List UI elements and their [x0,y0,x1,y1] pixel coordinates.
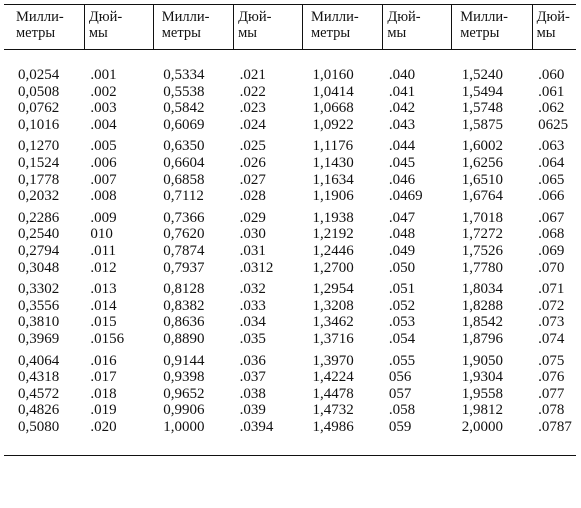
table-row [4,188,576,205]
inches-cell: .021 [239,67,266,83]
table-row [4,348,576,370]
millimeters-cell: 0,6604 [163,154,205,171]
inches-cell: .030 [239,226,266,243]
inches-cell: .024 [239,116,266,133]
inches-cell: .031 [239,242,266,259]
millimeters-cell: 1,9558 [461,385,503,402]
inches-cell: .025 [239,138,266,155]
inches-cell: .014 [90,297,117,314]
millimeters-cell: 0,8128 [163,281,205,298]
table-row [4,331,576,348]
header-millimeters: Милли- метры [4,5,84,50]
inches-cell: .046 [388,171,416,188]
inches-cell: .052 [388,297,416,314]
inches-cell: .009 [90,209,117,226]
millimeters-cell: 1,9050 [461,352,503,369]
millimeters-cell: 1,3716 [312,330,354,347]
millimeters-cell: 1,0000 [153,419,233,456]
millimeters-cell: 0,0254 [18,67,60,83]
millimeters-cell: 0,0508 [18,83,60,100]
table-body [4,50,576,456]
inches-cell: .068 [538,226,565,243]
millimeters-cell: 0,1778 [18,171,60,188]
inches-cell: .0312 [239,259,274,276]
millimeters-cell: 1,0922 [312,116,354,133]
inches-cell: .003 [90,100,117,117]
millimeters-cell: 0,2540 [18,226,60,243]
table-header-row [4,5,576,50]
millimeters-cell: 1,9812 [461,402,503,419]
millimeters-cell: 0,4826 [18,402,60,419]
inches-cell: .033 [239,297,266,314]
inches-cell: .069 [538,242,565,259]
millimeters-cell: 0,3048 [18,259,60,276]
inches-cell: .0156 [90,330,125,347]
mm-to-inch-conversion-table [4,4,576,456]
inches-cell: .065 [538,171,565,188]
inches-cell: .036 [239,352,266,369]
millimeters-cell: 0,6069 [163,116,205,133]
inches-cell: .058 [388,402,416,419]
inches-cell: .071 [538,281,565,298]
inches-cell: .043 [388,116,416,133]
inches-cell: .076 [538,369,565,386]
inches-cell: .070 [538,259,565,276]
table-row [4,117,576,134]
millimeters-cell: 1,2954 [312,281,354,298]
inches-cell: .019 [90,402,117,419]
millimeters-cell: 0,2032 [18,188,60,205]
inches-cell: 059 [383,419,452,456]
inches-cell: .027 [239,171,266,188]
millimeters-cell: 1,1634 [312,171,354,188]
inches-cell: .015 [90,314,117,331]
millimeters-cell: 0,2286 [18,209,60,226]
millimeters-cell: 0,9906 [163,402,205,419]
millimeters-cell: 1,6256 [461,154,503,171]
header-inches: Дюй- мы [84,5,153,50]
inches-cell: .006 [90,154,117,171]
inches-cell: .017 [90,369,117,386]
inches-cell: .0787 [532,419,576,456]
inches-cell: .018 [90,385,117,402]
millimeters-cell: 0,1270 [18,138,60,155]
millimeters-cell: 0,5080 [4,419,84,456]
inches-cell: .002 [90,83,117,100]
millimeters-cell: 0,6350 [163,138,205,155]
inches-cell: .012 [90,259,117,276]
inches-cell: .053 [388,314,416,331]
inches-cell: .007 [90,171,117,188]
table-row [4,243,576,260]
inches-cell: .028 [239,188,266,205]
inches-cell: .041 [388,83,416,100]
millimeters-cell: 1,9304 [461,369,503,386]
inches-cell: .047 [388,209,416,226]
inches-cell: .001 [90,67,117,83]
millimeters-cell: 1,7018 [461,209,503,226]
table-row [4,155,576,172]
inches-cell: .054 [388,330,416,347]
millimeters-cell: 0,4064 [18,352,60,369]
inches-cell: .074 [538,330,565,347]
header-inches: Дюй- мы [234,5,303,50]
inches-cell: .020 [84,419,153,456]
table-row [4,84,576,101]
millimeters-cell: 1,4986 [302,419,382,456]
table-row [4,260,576,277]
table-row [4,386,576,403]
inches-cell: .077 [538,385,565,402]
table-row [4,298,576,315]
millimeters-cell: 1,4478 [312,385,354,402]
millimeters-cell: 1,0160 [312,67,354,83]
inches-cell: .061 [538,83,565,100]
inches-cell: .062 [538,100,565,117]
inches-cell: .055 [388,352,416,369]
table-row [4,419,576,456]
header-millimeters: Милли- метры [153,5,233,50]
millimeters-cell: 0,6858 [163,171,205,188]
table-row [4,205,576,227]
inches-cell: .039 [239,402,266,419]
millimeters-cell: 1,7272 [461,226,503,243]
inches-cell: .048 [388,226,416,243]
millimeters-cell: 0,7366 [163,209,205,226]
inches-cell: .038 [239,385,266,402]
inches-cell: .037 [239,369,266,386]
inches-cell: .011 [90,242,117,259]
inches-cell: .042 [388,100,416,117]
inches-cell: .029 [239,209,266,226]
millimeters-cell: 1,8034 [461,281,503,298]
millimeters-cell: 0,5842 [163,100,205,117]
inches-cell: .032 [239,281,266,298]
millimeters-cell: 0,8890 [163,330,205,347]
table-row [4,100,576,117]
millimeters-cell: 0,8382 [163,297,205,314]
millimeters-cell: 0,7874 [163,242,205,259]
millimeters-cell: 1,8542 [461,314,503,331]
millimeters-cell: 1,4732 [312,402,354,419]
millimeters-cell: 0,3302 [18,281,60,298]
inches-cell: .013 [90,281,117,298]
millimeters-cell: 0,3969 [18,330,60,347]
millimeters-cell: 0,0762 [18,100,60,117]
inches-cell: 010 [90,226,113,243]
millimeters-cell: 1,2446 [312,242,354,259]
millimeters-cell: 1,1938 [312,209,354,226]
millimeters-cell: 2,0000 [452,419,532,456]
inches-cell: .067 [538,209,565,226]
millimeters-cell: 1,7780 [461,259,503,276]
inches-cell: .005 [90,138,117,155]
inches-cell: 0625 [538,116,569,133]
millimeters-cell: 1,6510 [461,171,503,188]
millimeters-cell: 0,9398 [163,369,205,386]
header-millimeters: Милли- метры [302,5,382,50]
millimeters-cell: 0,5334 [163,67,205,83]
millimeters-cell: 1,6002 [461,138,503,155]
inches-cell: .063 [538,138,565,155]
millimeters-cell: 0,1016 [18,116,60,133]
millimeters-cell: 1,1176 [312,138,354,155]
millimeters-cell: 1,2192 [312,226,354,243]
inches-cell: .051 [388,281,416,298]
inches-cell: .073 [538,314,565,331]
millimeters-cell: 1,6764 [461,188,503,205]
inches-cell: .0394 [234,419,303,456]
millimeters-cell: 0,3556 [18,297,60,314]
millimeters-cell: 1,3208 [312,297,354,314]
millimeters-cell: 1,5494 [461,83,503,100]
inches-cell: .045 [388,154,416,171]
inches-cell: 056 [388,369,412,386]
inches-cell: .023 [239,100,266,117]
millimeters-cell: 1,3462 [312,314,354,331]
millimeters-cell: 0,9652 [163,385,205,402]
millimeters-cell: 0,9144 [163,352,205,369]
millimeters-cell: 0,5538 [163,83,205,100]
inches-cell: .022 [239,83,266,100]
millimeters-cell: 1,1906 [312,188,354,205]
millimeters-cell: 0,7937 [163,259,205,276]
millimeters-cell: 1,0668 [312,100,354,117]
inches-cell: .008 [90,188,117,205]
millimeters-cell: 0,7112 [163,188,204,205]
millimeters-cell: 1,0414 [312,83,354,100]
inches-cell: .016 [90,352,117,369]
table-row [4,314,576,331]
table-row [4,402,576,419]
table-row [4,369,576,386]
millimeters-cell: 1,5240 [461,67,503,83]
table-row [4,276,576,298]
millimeters-cell: 1,8796 [461,330,503,347]
millimeters-cell: 1,4224 [312,369,354,386]
inches-cell: .004 [90,116,117,133]
header-inches: Дюй- мы [383,5,452,50]
inches-cell: .072 [538,297,565,314]
inches-cell: .066 [538,188,565,205]
table-row [4,133,576,155]
inches-cell: .0469 [388,188,423,205]
millimeters-cell: 0,8636 [163,314,205,331]
millimeters-cell: 1,8288 [461,297,503,314]
header-inches: Дюй- мы [532,5,576,50]
millimeters-cell: 1,5875 [461,116,503,133]
inches-cell: .064 [538,154,565,171]
inches-cell: .075 [538,352,565,369]
millimeters-cell: 1,7526 [461,242,503,259]
inches-cell: 057 [388,385,412,402]
table-row [4,172,576,189]
table-row [4,226,576,243]
millimeters-cell: 1,5748 [461,100,503,117]
inches-cell: .049 [388,242,416,259]
millimeters-cell: 0,4318 [18,369,60,386]
inches-cell: .026 [239,154,266,171]
inches-cell: .060 [538,67,565,83]
inches-cell: .050 [388,259,416,276]
inches-cell: .078 [538,402,565,419]
millimeters-cell: 0,3810 [18,314,60,331]
inches-cell: .040 [388,67,416,83]
millimeters-cell: 0,1524 [18,154,60,171]
millimeters-cell: 0,2794 [18,242,60,259]
millimeters-cell: 0,7620 [163,226,205,243]
millimeters-cell: 1,2700 [312,259,354,276]
inches-cell: .044 [388,138,416,155]
header-millimeters: Милли- метры [452,5,532,50]
table-row [4,50,576,84]
millimeters-cell: 0,4572 [18,385,60,402]
inches-cell: .035 [239,330,266,347]
millimeters-cell: 1,1430 [312,154,354,171]
inches-cell: .034 [239,314,266,331]
millimeters-cell: 1,3970 [312,352,354,369]
